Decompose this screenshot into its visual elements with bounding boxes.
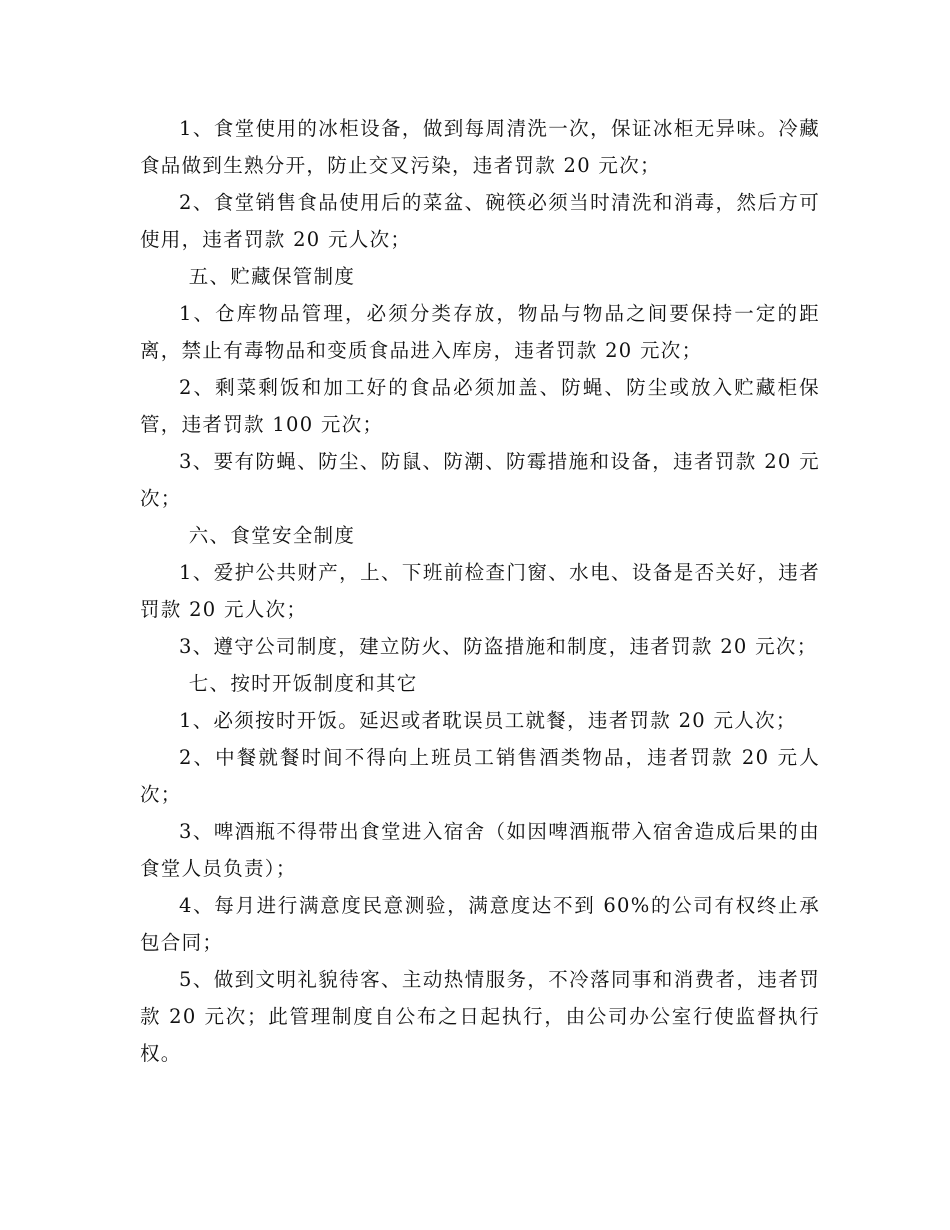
paragraph-leftover-storage: 2、剩菜剩饭和加工好的食品必须加盖、防蝇、防尘或放入贮藏柜保管，违者罚款 100 元次； — [140, 376, 820, 436]
section-heading-storage: 五、贮藏保管制度 — [188, 265, 356, 288]
paragraph-warehouse-management: 1、仓库物品管理，必须分类存放，物品与物品之间要保持一定的距离，禁止有毒物品和变质食品进入库房，违者罚款 20 元次； — [140, 302, 820, 362]
paragraph-courteous-service: 5、做到文明礼貌待客、主动热情服务，不冷落同事和消费者，违者罚款 20 元次；此管理制度自公布之日起执行，由公司办公室行使监督执行权。 — [140, 968, 820, 1065]
document-page — [140, 110, 820, 1072]
paragraph-no-alcohol-sales: 2、中餐就餐时间不得向上班员工销售酒类物品，违者罚款 20 元人次； — [140, 746, 820, 806]
section-heading-meal-times: 七、按时开饭制度和其它 — [188, 672, 418, 695]
paragraph-beer-bottles: 3、啤酒瓶不得带出食堂进入宿舍（如因啤酒瓶带入宿舍造成后果的由食堂人员负责）； — [140, 820, 820, 880]
paragraph-satisfaction-survey: 4、每月进行满意度民意测验，满意度达不到 60%的公司有权终止承包合同； — [140, 894, 820, 954]
paragraph-tableware-disinfection: 2、食堂销售食品使用后的菜盆、碗筷必须当时清洗和消毒，然后方可使用，违者罚款 20 元人次； — [140, 191, 820, 251]
paragraph-fire-theft-prevention: 3、遵守公司制度，建立防火、防盗措施和制度，违者罚款 20 元次； — [179, 635, 818, 658]
paragraph-pest-prevention: 3、要有防蝇、防尘、防鼠、防潮、防霉措施和设备，违者罚款 20 元次； — [140, 450, 820, 510]
paragraph-public-property: 1、爱护公共财产，上、下班前检查门窗、水电、设备是否关好，违者罚款 20 元人次； — [140, 561, 820, 621]
section-heading-safety: 六、食堂安全制度 — [188, 524, 356, 547]
paragraph-freezer-cleaning: 1、食堂使用的冰柜设备，做到每周清洗一次，保证冰柜无异味。冷藏食品做到生熟分开，防止交叉污染，违者罚款 20 元次； — [140, 117, 820, 177]
paragraph-on-time-meals: 1、必须按时开饭。延迟或者耽误员工就餐，违者罚款 20 元人次； — [179, 709, 797, 732]
